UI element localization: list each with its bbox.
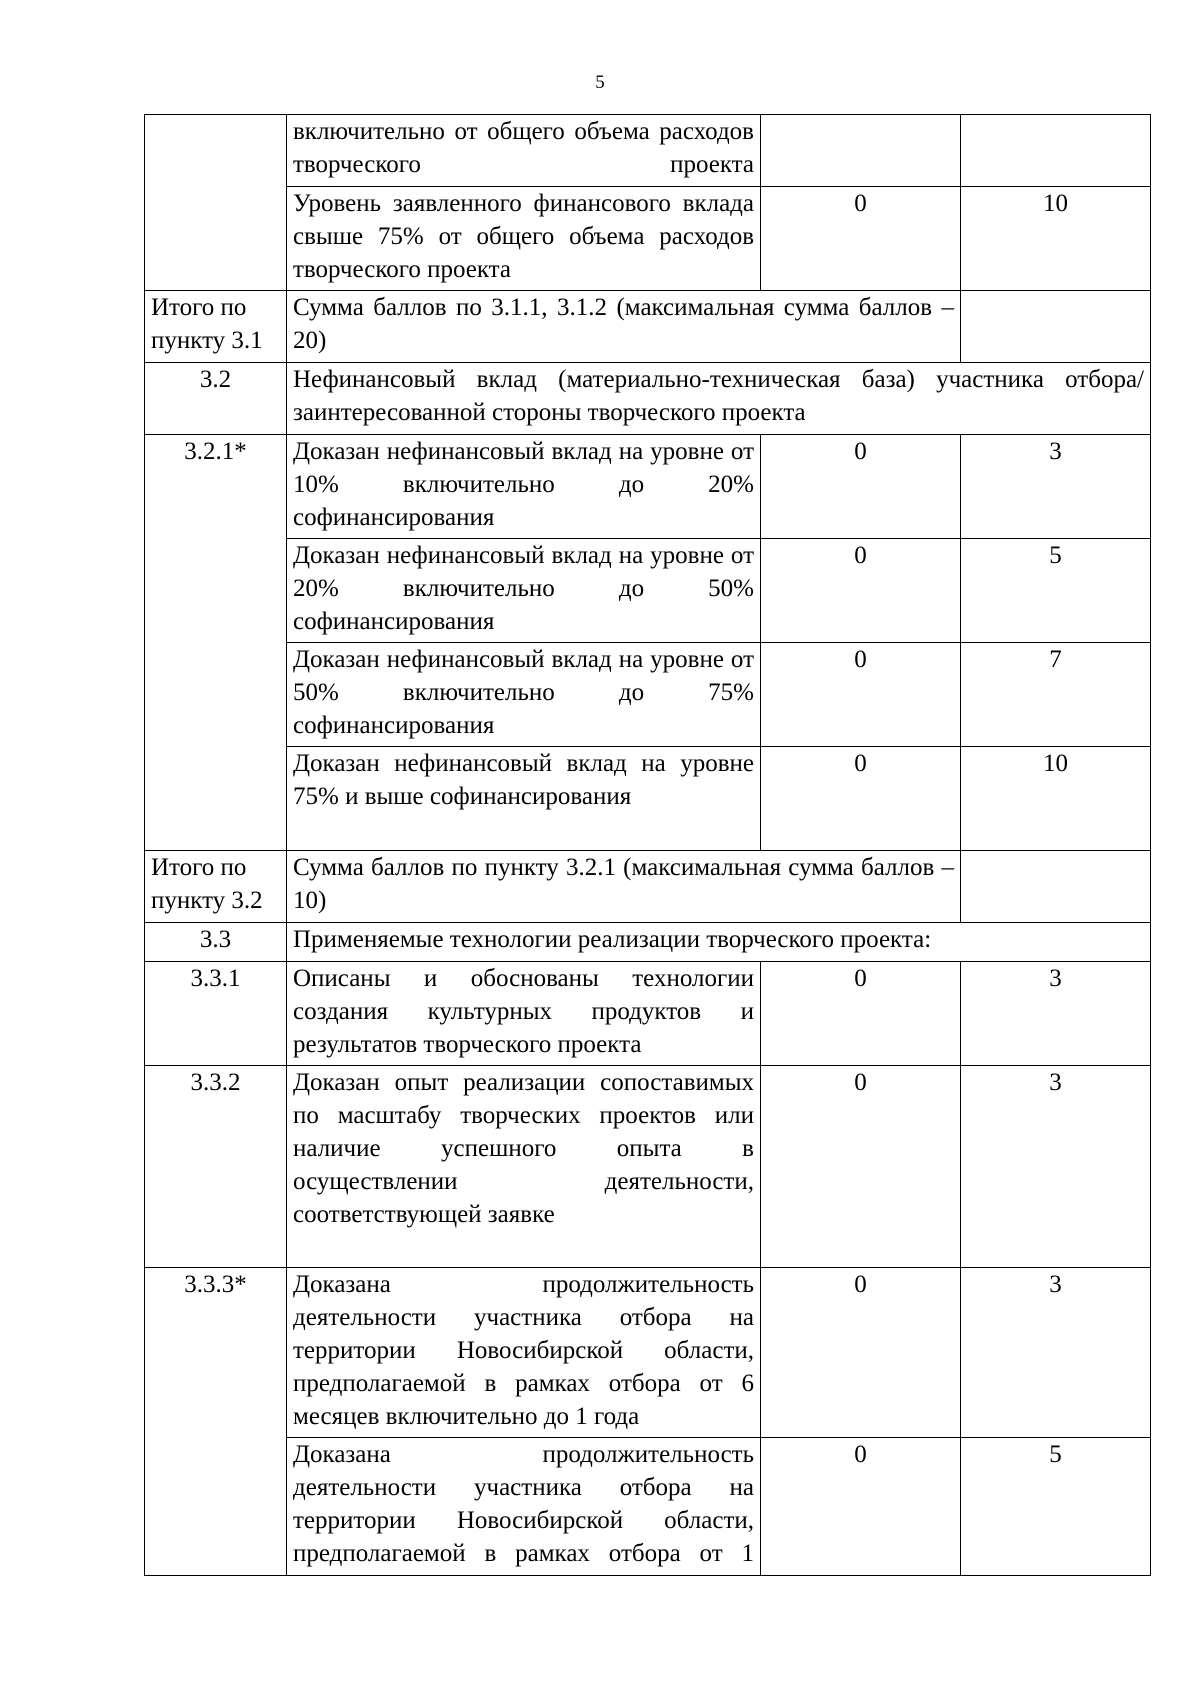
criterion-text: Доказана продолжительность деятельности участника отбора на территории Новосибирской области, предполагаемой в рамках отбора от 1 — [287, 1438, 761, 1576]
criterion-text: включительно от общего объема расходов творческого проекта — [287, 115, 761, 187]
max-score: 10 — [961, 747, 1151, 851]
item-number-cell — [145, 115, 287, 291]
max-score: 5 — [961, 1438, 1151, 1576]
section-row — [145, 363, 1151, 435]
min-score: 0 — [761, 1066, 961, 1268]
max-score: 3 — [961, 1268, 1151, 1438]
table-row — [145, 962, 1151, 1066]
criteria-table — [144, 114, 1151, 1576]
min-score: 0 — [761, 1268, 961, 1438]
max-score: 7 — [961, 643, 1151, 747]
max-score: 10 — [961, 187, 1151, 291]
table-row — [145, 747, 1151, 851]
table-row — [145, 1268, 1151, 1438]
item-number: 3.3.2 — [145, 1066, 287, 1268]
min-score: 0 — [761, 187, 961, 291]
criterion-text: Доказан опыт реализации сопоставимых по масштабу творческих проектов или наличие успешного опыта в осуществлении деятельности, соответствующей заявке — [287, 1066, 761, 1268]
table-row — [145, 539, 1151, 643]
criterion-text: Доказан нефинансовый вклад на уровне 75% и выше софинансирования — [287, 747, 761, 851]
table-row — [145, 115, 1151, 187]
table-row — [145, 435, 1151, 539]
subtotal-row — [145, 851, 1151, 923]
min-score: 0 — [761, 747, 961, 851]
subtotal-text: Сумма баллов по 3.1.1, 3.1.2 (максимальная сумма баллов – 20) — [287, 291, 961, 363]
max-score — [961, 115, 1151, 187]
criterion-text: Доказан нефинансовый вклад на уровне от 50% включительно до 75% софинансирования — [287, 643, 761, 747]
table-row — [145, 1066, 1151, 1268]
item-number: 3.3.1 — [145, 962, 287, 1066]
table-row — [145, 643, 1151, 747]
subtotal-score — [961, 851, 1151, 923]
table-row — [145, 1438, 1151, 1576]
criterion-text: Доказана продолжительность деятельности участника отбора на территории Новосибирской области, предполагаемой в рамках отбора от 6 месяцев включительно до 1 года — [287, 1268, 761, 1438]
section-title: Применяемые технологии реализации творческого проекта: — [287, 923, 1151, 962]
table-row — [145, 187, 1151, 291]
min-score — [761, 115, 961, 187]
section-title: Нефинансовый вклад (материально-техническая база) участника отбора/заинтересованной стороны творческого проекта — [287, 363, 1151, 435]
criterion-text: Уровень заявленного финансового вклада свыше 75% от общего объема расходов творческого проекта — [287, 187, 761, 291]
section-row — [145, 923, 1151, 962]
subtotal-score — [961, 291, 1151, 363]
criterion-text: Доказан нефинансовый вклад на уровне от 10% включительно до 20% софинансирования — [287, 435, 761, 539]
min-score: 0 — [761, 435, 961, 539]
subtotal-label: Итого по пункту 3.2 — [145, 851, 287, 923]
max-score: 3 — [961, 962, 1151, 1066]
max-score: 3 — [961, 1066, 1151, 1268]
min-score: 0 — [761, 962, 961, 1066]
item-number: 3.3 — [145, 923, 287, 962]
max-score: 5 — [961, 539, 1151, 643]
item-number: 3.2 — [145, 363, 287, 435]
subtotal-row — [145, 291, 1151, 363]
min-score: 0 — [761, 539, 961, 643]
criterion-text: Доказан нефинансовый вклад на уровне от 20% включительно до 50% софинансирования — [287, 539, 761, 643]
subtotal-label: Итого по пункту 3.1 — [145, 291, 287, 363]
item-number: 3.3.3* — [145, 1268, 287, 1576]
min-score: 0 — [761, 1438, 961, 1576]
page-number: 5 — [595, 72, 605, 93]
min-score: 0 — [761, 643, 961, 747]
subtotal-text: Сумма баллов по пункту 3.2.1 (максимальная сумма баллов – 10) — [287, 851, 961, 923]
item-number: 3.2.1* — [145, 435, 287, 851]
max-score: 3 — [961, 435, 1151, 539]
criterion-text: Описаны и обоснованы технологии создания культурных продуктов и результатов творческого проекта — [287, 962, 761, 1066]
